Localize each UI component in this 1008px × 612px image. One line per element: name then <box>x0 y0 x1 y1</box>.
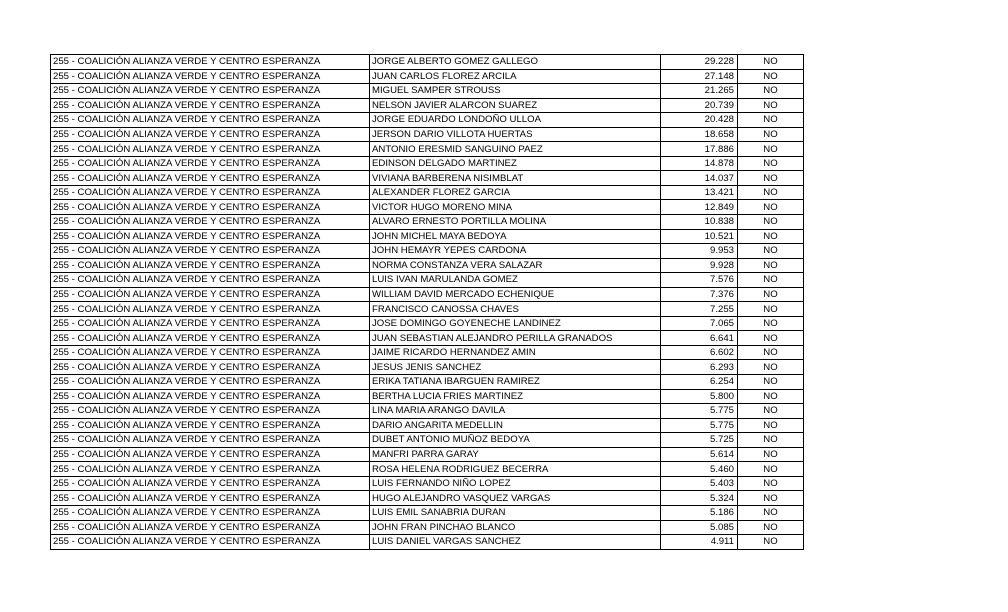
elected-status-cell: NO <box>738 273 804 288</box>
party-cell: 255 - COALICIÓN ALIANZA VERDE Y CENTRO ESPERANZA <box>51 113 370 128</box>
table-row <box>51 273 804 288</box>
votes-cell: 5.460 <box>661 462 738 477</box>
candidate-name-cell: JOSE DOMINGO GOYENECHE LANDINEZ <box>370 316 661 331</box>
party-cell: 255 - COALICIÓN ALIANZA VERDE Y CENTRO ESPERANZA <box>51 69 370 84</box>
party-cell: 255 - COALICIÓN ALIANZA VERDE Y CENTRO ESPERANZA <box>51 389 370 404</box>
votes-cell: 6.254 <box>661 375 738 390</box>
elected-status-cell: NO <box>738 258 804 273</box>
candidate-name-cell: LUIS DANIEL VARGAS SANCHEZ <box>370 535 661 550</box>
party-cell: 255 - COALICIÓN ALIANZA VERDE Y CENTRO ESPERANZA <box>51 375 370 390</box>
party-cell: 255 - COALICIÓN ALIANZA VERDE Y CENTRO ESPERANZA <box>51 491 370 506</box>
elected-status-cell: NO <box>738 505 804 520</box>
party-cell: 255 - COALICIÓN ALIANZA VERDE Y CENTRO ESPERANZA <box>51 200 370 215</box>
candidate-name-cell: LUIS IVAN MARULANDA GOMEZ <box>370 273 661 288</box>
table-row <box>51 55 804 70</box>
party-cell: 255 - COALICIÓN ALIANZA VERDE Y CENTRO ESPERANZA <box>51 244 370 259</box>
table-row <box>51 287 804 302</box>
votes-cell: 27.148 <box>661 69 738 84</box>
party-cell: 255 - COALICIÓN ALIANZA VERDE Y CENTRO ESPERANZA <box>51 215 370 230</box>
party-cell: 255 - COALICIÓN ALIANZA VERDE Y CENTRO ESPERANZA <box>51 520 370 535</box>
table-row <box>51 331 804 346</box>
table-row <box>51 171 804 186</box>
votes-cell: 9.953 <box>661 244 738 259</box>
elected-status-cell: NO <box>738 171 804 186</box>
candidate-name-cell: EDINSON DELGADO MARTINEZ <box>370 156 661 171</box>
elected-status-cell: NO <box>738 389 804 404</box>
table-row <box>51 69 804 84</box>
party-cell: 255 - COALICIÓN ALIANZA VERDE Y CENTRO ESPERANZA <box>51 98 370 113</box>
votes-cell: 5.403 <box>661 476 738 491</box>
party-cell: 255 - COALICIÓN ALIANZA VERDE Y CENTRO ESPERANZA <box>51 404 370 419</box>
table-row <box>51 418 804 433</box>
votes-cell: 29.228 <box>661 55 738 70</box>
votes-cell: 13.421 <box>661 185 738 200</box>
results-table-body <box>51 55 804 550</box>
votes-cell: 4.911 <box>661 535 738 550</box>
table-row <box>51 98 804 113</box>
table-row <box>51 200 804 215</box>
elected-status-cell: NO <box>738 156 804 171</box>
votes-cell: 7.376 <box>661 287 738 302</box>
elected-status-cell: NO <box>738 84 804 99</box>
elected-status-cell: NO <box>738 113 804 128</box>
table-row <box>51 156 804 171</box>
elected-status-cell: NO <box>738 98 804 113</box>
party-cell: 255 - COALICIÓN ALIANZA VERDE Y CENTRO ESPERANZA <box>51 418 370 433</box>
candidate-name-cell: JUAN CARLOS FLOREZ ARCILA <box>370 69 661 84</box>
candidate-name-cell: JUAN SEBASTIAN ALEJANDRO PERILLA GRANADOS <box>370 331 661 346</box>
table-row <box>51 142 804 157</box>
elected-status-cell: NO <box>738 535 804 550</box>
table-row <box>51 229 804 244</box>
votes-cell: 9.928 <box>661 258 738 273</box>
candidate-name-cell: JAIME RICARDO HERNANDEZ AMIN <box>370 345 661 360</box>
party-cell: 255 - COALICIÓN ALIANZA VERDE Y CENTRO ESPERANZA <box>51 229 370 244</box>
candidate-name-cell: ROSA HELENA RODRIGUEZ BECERRA <box>370 462 661 477</box>
candidate-name-cell: WILLIAM DAVID MERCADO ECHENIQUE <box>370 287 661 302</box>
party-cell: 255 - COALICIÓN ALIANZA VERDE Y CENTRO ESPERANZA <box>51 84 370 99</box>
candidate-name-cell: FRANCISCO CANOSSA CHAVES <box>370 302 661 317</box>
candidate-name-cell: ALEXANDER FLOREZ GARCIA <box>370 185 661 200</box>
table-row <box>51 389 804 404</box>
elected-status-cell: NO <box>738 462 804 477</box>
votes-cell: 5.800 <box>661 389 738 404</box>
elected-status-cell: NO <box>738 302 804 317</box>
table-row <box>51 433 804 448</box>
elected-status-cell: NO <box>738 69 804 84</box>
candidate-name-cell: LINA MARIA ARANGO DAVILA <box>370 404 661 419</box>
party-cell: 255 - COALICIÓN ALIANZA VERDE Y CENTRO ESPERANZA <box>51 331 370 346</box>
candidate-name-cell: DARIO ANGARITA MEDELLIN <box>370 418 661 433</box>
table-row <box>51 375 804 390</box>
party-cell: 255 - COALICIÓN ALIANZA VERDE Y CENTRO ESPERANZA <box>51 127 370 142</box>
votes-cell: 5.085 <box>661 520 738 535</box>
votes-cell: 20.739 <box>661 98 738 113</box>
votes-cell: 20.428 <box>661 113 738 128</box>
table-row <box>51 535 804 550</box>
candidate-name-cell: NORMA CONSTANZA VERA SALAZAR <box>370 258 661 273</box>
candidate-name-cell: LUIS EMIL SANABRIA DURAN <box>370 505 661 520</box>
votes-cell: 14.037 <box>661 171 738 186</box>
elected-status-cell: NO <box>738 287 804 302</box>
votes-cell: 5.614 <box>661 447 738 462</box>
party-cell: 255 - COALICIÓN ALIANZA VERDE Y CENTRO ESPERANZA <box>51 360 370 375</box>
party-cell: 255 - COALICIÓN ALIANZA VERDE Y CENTRO ESPERANZA <box>51 433 370 448</box>
party-cell: 255 - COALICIÓN ALIANZA VERDE Y CENTRO ESPERANZA <box>51 171 370 186</box>
party-cell: 255 - COALICIÓN ALIANZA VERDE Y CENTRO ESPERANZA <box>51 287 370 302</box>
table-row <box>51 127 804 142</box>
table-row <box>51 447 804 462</box>
party-cell: 255 - COALICIÓN ALIANZA VERDE Y CENTRO ESPERANZA <box>51 258 370 273</box>
candidate-name-cell: DUBET ANTONIO MUÑOZ BEDOYA <box>370 433 661 448</box>
table-row <box>51 520 804 535</box>
party-cell: 255 - COALICIÓN ALIANZA VERDE Y CENTRO ESPERANZA <box>51 156 370 171</box>
candidate-name-cell: JORGE ALBERTO GOMEZ GALLEGO <box>370 55 661 70</box>
table-row <box>51 302 804 317</box>
elected-status-cell: NO <box>738 127 804 142</box>
elected-status-cell: NO <box>738 316 804 331</box>
table-row <box>51 244 804 259</box>
elected-status-cell: NO <box>738 185 804 200</box>
elected-status-cell: NO <box>738 215 804 230</box>
candidate-name-cell: VIVIANA BARBERENA NISIMBLAT <box>370 171 661 186</box>
table-row <box>51 215 804 230</box>
candidate-name-cell: JOHN HEMAYR YEPES CARDONA <box>370 244 661 259</box>
table-row <box>51 113 804 128</box>
candidate-name-cell: LUIS FERNANDO NIÑO LOPEZ <box>370 476 661 491</box>
votes-cell: 7.065 <box>661 316 738 331</box>
votes-cell: 6.602 <box>661 345 738 360</box>
votes-cell: 5.775 <box>661 404 738 419</box>
party-cell: 255 - COALICIÓN ALIANZA VERDE Y CENTRO ESPERANZA <box>51 505 370 520</box>
party-cell: 255 - COALICIÓN ALIANZA VERDE Y CENTRO ESPERANZA <box>51 476 370 491</box>
candidate-name-cell: HUGO ALEJANDRO VASQUEZ VARGAS <box>370 491 661 506</box>
votes-cell: 6.641 <box>661 331 738 346</box>
elected-status-cell: NO <box>738 229 804 244</box>
candidate-name-cell: NELSON JAVIER ALARCON SUAREZ <box>370 98 661 113</box>
candidate-name-cell: MIGUEL SAMPER STROUSS <box>370 84 661 99</box>
elected-status-cell: NO <box>738 345 804 360</box>
votes-cell: 18.658 <box>661 127 738 142</box>
elected-status-cell: NO <box>738 447 804 462</box>
party-cell: 255 - COALICIÓN ALIANZA VERDE Y CENTRO ESPERANZA <box>51 462 370 477</box>
votes-cell: 10.838 <box>661 215 738 230</box>
elected-status-cell: NO <box>738 404 804 419</box>
candidate-name-cell: JORGE EDUARDO LONDOÑO ULLOA <box>370 113 661 128</box>
elected-status-cell: NO <box>738 476 804 491</box>
party-cell: 255 - COALICIÓN ALIANZA VERDE Y CENTRO ESPERANZA <box>51 55 370 70</box>
table-row <box>51 360 804 375</box>
party-cell: 255 - COALICIÓN ALIANZA VERDE Y CENTRO ESPERANZA <box>51 142 370 157</box>
elected-status-cell: NO <box>738 244 804 259</box>
votes-cell: 21.265 <box>661 84 738 99</box>
votes-cell: 17.886 <box>661 142 738 157</box>
party-cell: 255 - COALICIÓN ALIANZA VERDE Y CENTRO ESPERANZA <box>51 316 370 331</box>
votes-cell: 6.293 <box>661 360 738 375</box>
results-table <box>50 54 804 550</box>
votes-cell: 5.775 <box>661 418 738 433</box>
table-row <box>51 84 804 99</box>
votes-cell: 12.849 <box>661 200 738 215</box>
candidate-name-cell: ERIKA TATIANA IBARGUEN RAMIREZ <box>370 375 661 390</box>
candidate-name-cell: VICTOR HUGO MORENO MINA <box>370 200 661 215</box>
elected-status-cell: NO <box>738 418 804 433</box>
elected-status-cell: NO <box>738 520 804 535</box>
candidate-name-cell: JOHN MICHEL MAYA BEDOYA <box>370 229 661 244</box>
table-row <box>51 404 804 419</box>
votes-cell: 5.725 <box>661 433 738 448</box>
elected-status-cell: NO <box>738 491 804 506</box>
table-row <box>51 316 804 331</box>
party-cell: 255 - COALICIÓN ALIANZA VERDE Y CENTRO ESPERANZA <box>51 273 370 288</box>
elected-status-cell: NO <box>738 433 804 448</box>
candidate-name-cell: JERSON DARIO VILLOTA HUERTAS <box>370 127 661 142</box>
table-row <box>51 185 804 200</box>
table-row <box>51 462 804 477</box>
party-cell: 255 - COALICIÓN ALIANZA VERDE Y CENTRO ESPERANZA <box>51 447 370 462</box>
candidate-name-cell: ALVARO ERNESTO PORTILLA MOLINA <box>370 215 661 230</box>
elected-status-cell: NO <box>738 360 804 375</box>
elected-status-cell: NO <box>738 375 804 390</box>
votes-cell: 7.576 <box>661 273 738 288</box>
table-row <box>51 258 804 273</box>
table-row <box>51 476 804 491</box>
elected-status-cell: NO <box>738 200 804 215</box>
votes-cell: 7.255 <box>661 302 738 317</box>
votes-cell: 14.878 <box>661 156 738 171</box>
candidate-name-cell: MANFRI PARRA GARAY <box>370 447 661 462</box>
candidate-name-cell: ANTONIO ERESMID SANGUINO PAEZ <box>370 142 661 157</box>
party-cell: 255 - COALICIÓN ALIANZA VERDE Y CENTRO ESPERANZA <box>51 345 370 360</box>
party-cell: 255 - COALICIÓN ALIANZA VERDE Y CENTRO ESPERANZA <box>51 185 370 200</box>
elected-status-cell: NO <box>738 55 804 70</box>
votes-cell: 10.521 <box>661 229 738 244</box>
candidate-name-cell: JESUS JENIS SANCHEZ <box>370 360 661 375</box>
votes-cell: 5.324 <box>661 491 738 506</box>
table-row <box>51 345 804 360</box>
candidate-name-cell: JOHN FRAN PINCHAO BLANCO <box>370 520 661 535</box>
elected-status-cell: NO <box>738 331 804 346</box>
table-row <box>51 491 804 506</box>
table-row <box>51 505 804 520</box>
votes-cell: 5.186 <box>661 505 738 520</box>
party-cell: 255 - COALICIÓN ALIANZA VERDE Y CENTRO ESPERANZA <box>51 535 370 550</box>
elected-status-cell: NO <box>738 142 804 157</box>
candidate-name-cell: BERTHA LUCIA FRIES MARTINEZ <box>370 389 661 404</box>
party-cell: 255 - COALICIÓN ALIANZA VERDE Y CENTRO ESPERANZA <box>51 302 370 317</box>
